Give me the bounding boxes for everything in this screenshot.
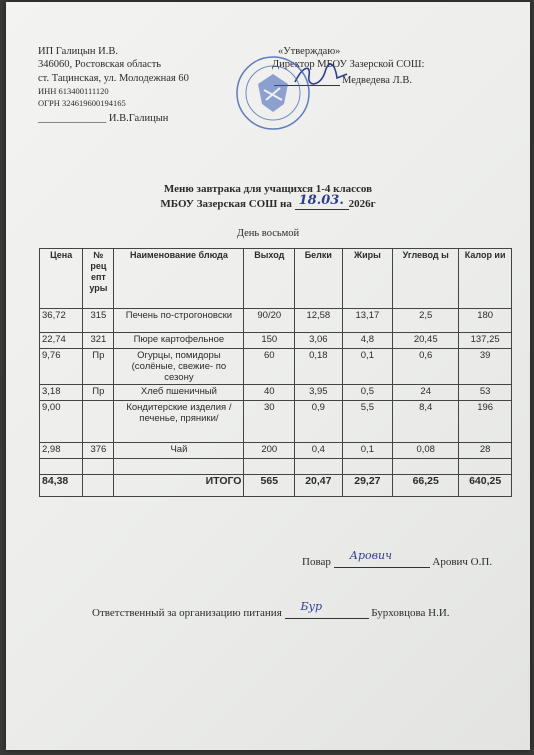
table-cell <box>459 459 512 475</box>
col-recipe: № рец епт уры <box>83 249 114 309</box>
col-portion: Выход <box>244 249 295 309</box>
total-cell: 66,25 <box>393 475 459 497</box>
table-cell: Пр <box>83 349 114 385</box>
table-total-row <box>40 475 512 497</box>
table-cell: 200 <box>244 443 295 459</box>
table-cell: 180 <box>459 309 512 333</box>
menu-year: 2026г <box>348 198 376 210</box>
table-cell: 0,1 <box>342 443 393 459</box>
issuer-signature-line: _____________ И.В.Галицын <box>38 113 169 124</box>
total-cell: ИТОГО <box>114 475 244 497</box>
table-cell: 0,18 <box>295 349 343 385</box>
menu-day: День восьмой <box>236 228 300 239</box>
total-cell: 20,47 <box>295 475 343 497</box>
table-cell: 36,72 <box>40 309 83 333</box>
table-row <box>40 349 512 385</box>
dish-cell: Хлеб пшеничный <box>114 385 244 401</box>
total-cell: 29,27 <box>342 475 393 497</box>
total-cell: 565 <box>244 475 295 497</box>
col-carbs: Углевод ы <box>393 249 459 309</box>
table-cell: 3,95 <box>295 385 343 401</box>
responsible-signature-block <box>92 600 450 619</box>
table-cell: 24 <box>393 385 459 401</box>
issuer-inn: ИНН 613400111120 <box>38 86 109 96</box>
table-cell: 28 <box>459 443 512 459</box>
table-cell: 60 <box>244 349 295 385</box>
responsible-signature-line <box>285 600 369 619</box>
col-fat: Жиры <box>342 249 393 309</box>
table-cell: 12,58 <box>295 309 343 333</box>
table-cell: 13,17 <box>342 309 393 333</box>
table-cell: 8,4 <box>393 401 459 443</box>
table-cell: 53 <box>459 385 512 401</box>
table-cell: 2,5 <box>393 309 459 333</box>
issuer-address-street: ст. Тацинская, ул. Молодежная 60 <box>38 73 189 84</box>
cook-label: Повар <box>302 556 331 568</box>
total-cell: 640,25 <box>459 475 512 497</box>
table-cell: 9,00 <box>40 401 83 443</box>
table-cell <box>83 459 114 475</box>
school-stamp <box>234 54 312 132</box>
menu-subtitle <box>6 193 530 210</box>
table-cell: 315 <box>83 309 114 333</box>
menu-table <box>39 248 512 497</box>
table-cell <box>83 401 114 443</box>
issuer-name: ИП Галицын И.В. <box>38 46 118 57</box>
cook-signature-line <box>334 549 430 568</box>
table-cell: 376 <box>83 443 114 459</box>
table-cell: 0,5 <box>342 385 393 401</box>
responsible-signature: Бур <box>300 600 323 613</box>
table-cell: 2,98 <box>40 443 83 459</box>
table-cell: 196 <box>459 401 512 443</box>
table-cell: 39 <box>459 349 512 385</box>
table-cell <box>244 459 295 475</box>
total-cell <box>83 475 114 497</box>
dish-cell: Кондитерские изделия /печенье, пряники/ <box>114 401 244 443</box>
menu-title: Меню завтрака для учащихся 1-4 классов <box>163 183 373 195</box>
table-cell <box>40 459 83 475</box>
table-cell: 3,18 <box>40 385 83 401</box>
table-header-row <box>40 249 512 309</box>
table-cell: 0,1 <box>342 349 393 385</box>
issuer-address-region: 346060, Ростовская область <box>38 59 162 70</box>
dish-cell: Печень по-строгоновски <box>114 309 244 333</box>
approve-position: Директор МБОУ Зазерской СОШ: <box>272 59 425 70</box>
table-cell: 321 <box>83 333 114 349</box>
table-row <box>40 333 512 349</box>
col-protein: Белки <box>295 249 343 309</box>
table-cell <box>342 459 393 475</box>
responsible-name: Бурховцова Н.И. <box>371 607 450 619</box>
table-cell: 22,74 <box>40 333 83 349</box>
table-cell <box>393 459 459 475</box>
dish-cell: Чай <box>114 443 244 459</box>
cook-signature: Арович <box>349 549 392 562</box>
table-row <box>40 309 512 333</box>
total-cell: 84,38 <box>40 475 83 497</box>
school-name: МБОУ Зазерская СОШ на <box>160 198 292 210</box>
table-row <box>40 401 512 443</box>
dish-cell <box>114 459 244 475</box>
table-row <box>40 443 512 459</box>
approve-name: Медведева Л.В. <box>342 75 412 86</box>
col-calories: Калор ии <box>459 249 512 309</box>
table-cell: 150 <box>244 333 295 349</box>
col-price: Цена <box>40 249 83 309</box>
menu-sheet <box>6 2 530 750</box>
table-cell: 5,5 <box>342 401 393 443</box>
table-row <box>40 459 512 475</box>
handwritten-date: 18.03. <box>298 193 344 208</box>
table-cell: 0,4 <box>295 443 343 459</box>
cook-signature-block <box>302 549 493 568</box>
table-cell: 9,76 <box>40 349 83 385</box>
table-cell: 3,06 <box>295 333 343 349</box>
table-cell: 40 <box>244 385 295 401</box>
col-dish: Наименование блюда <box>114 249 244 309</box>
issuer-ogrn: ОГРН 324619600194165 <box>38 98 126 108</box>
table-cell: 4,8 <box>342 333 393 349</box>
dish-cell: Пюре картофельное <box>114 333 244 349</box>
dish-cell: Огурцы, помидоры (солёные, свежие- по сезону <box>114 349 244 385</box>
table-row <box>40 385 512 401</box>
date-field <box>295 193 349 210</box>
table-cell: 0,08 <box>393 443 459 459</box>
table-cell: 90/20 <box>244 309 295 333</box>
table-cell: 0,9 <box>295 401 343 443</box>
table-cell <box>295 459 343 475</box>
table-cell: 30 <box>244 401 295 443</box>
table-cell: 137,25 <box>459 333 512 349</box>
table-cell: 0,6 <box>393 349 459 385</box>
cook-name: Арович О.П. <box>432 556 493 568</box>
table-cell: 20,45 <box>393 333 459 349</box>
responsible-label: Ответственный за организацию питания <box>92 607 282 619</box>
approve-label: «Утверждаю» <box>278 46 341 57</box>
table-cell: Пр <box>83 385 114 401</box>
